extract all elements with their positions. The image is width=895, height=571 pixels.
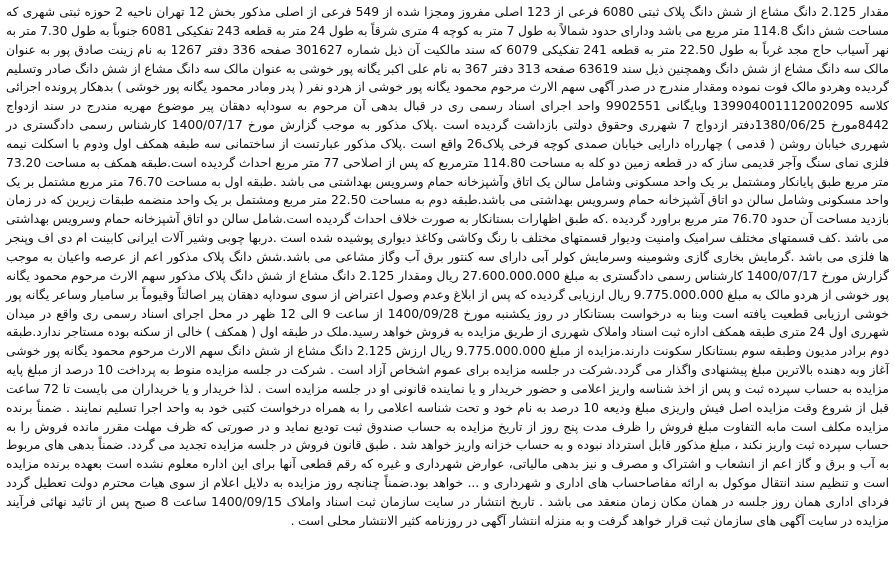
auction-notice-text: مقدار 2.125 دانگ مشاع از شش دانگ پلاک ثبتی 6080 فرعی از 123 اصلی مفروز ومجزا شده از 549 فرعی از اصلی مذکور بخش 12 تهران ناحیه 2 حوزه ثبتی شهری که مساحت شش دانگ 114.8 متر مربع می باشد ودارای حدود شمالاً به طول 7 متر به کوچه 4 متری شرقاً به طول 24 متر به قطعه 243 تفکیکی 6081 جنوباً به طول 7.30 متر به نهر آسیاب حاج مجد غرباً به طول 22.50 متر به قطعه 241 تفکیکی 6079 که سند مالکیت آن ذیل شماره 301627 صفحه 336 دفتر 1267 به نام زینت صادق پور به عنوان مالک سه دانگ مشاع از شش دانگ وهمچنین ذیل سند 63619 صفحه 313 دفتر 367 به نام علی اکبر یگانه پور خوشی به عنوان مالک سه دانگ مشاع از شش دانگ صادر وتسلیم گردیده وهردو مالک فوت نموده ومقدار مندرج در صدر آگهی سهم الارث مرحوم محمود یگانه پور خوشی از هردو نفر ( پدر ومادر محمود یگانه پور خوشی ) بدهکار پرونده اجرائی کلاسه 139904001112002095 وبایگانی 9902551 واحد اجرای اسناد رسمی ری در قبال بدهی آن مرحوم به سوداپه دهقان پیر موضوع مهریه مندرج در سند ازدواج 8442مورخ 1380/06/25دفتر ازدواج 7 شهرری وحقوق دولتی بازداشت گردیده است .پلاک مذکور به موجب گزارش مورخ 1400/07/17 کارشناس رسمی دادگستری در شهرری خیابان روشن ( قدمی ) چهارراه دارایی خیابان صمدی کوچه فرخی پلاک26 واقع است .پلاک مذکور عبارتست از ساختمانی سه طبقه همکف اول ودوم با اسکلت نیمه فلزی نمای سنگ وآجر قدیمی ساز که در قطعه زمین دو کله به مساحت 114.80 مترمربع که پس از اصلاحی 77 متر مربع احداث گردیده است.طبقه همکف به مساحت 73.20 متر مربع طبق پایانکار ومشتمل بر یک واحد مسکونی وشامل سالن یک اتاق وآشپزخانه حمام وسرویس بهداشتی می باشد .طبقه اول به مساحت 76.70 متر مربع مشتمل بر یک واحد مسکونی وشامل سالن دو اتاق آشپزخانه حمام وسرویس بهداشتی می باشد.طبقه دوم به مساحت 22.50 متر مربع ومشتمل بر یک واحد منضمه طبقات زیرین که در زمان بازدید مساحت آن حدود 76.70 متر مربع براورد گردیده .که طبق اظهارات بستانکار به صورت خلاف احداث گردیده است.شامل سالن دو اتاق آشپزخانه حمام وسرویس بهداشتی می باشد .کف قسمتهای مختلف سرامیک وامنیت ودیوار قسمتهای مختلف با رنگ وکاشی وکاغذ دیواری پوشیده شده است .دربها چوبی وشیر آلات ایرانی کابینت ام دی اف وپنجر ها فلزی می باشد .گرمایش بخاری گازی وشومینه وسرمایش کولر آبی دارای سه کنتور برق آب وگاز مشاعی می باشد.شش دانگ پلاک مذکور اعم از عرصه واعیان به موجب گزارش مورخ 1400/07/17 کارشناس رسمی دادگستری به مبلغ 27.600.000.000 ریال ومقدار 2.125 دانگ مشاع از شش دانگ پلاک مذکور سهم الارث مرحوم محمود یگانه پور خوشی از هردو مالک به مبلغ 9.775.000.000 ریال ارزیابی گردیده که پس از ابلاغ وعدم وصول اعتراض از سوی سوداپه دهقان پیر اصالتاً وقیوماً بر سامیار وساعر یگانه پور خوشی ارزیابی قطعیت یافته است وبنا به درخواست بستانکار در روز یکشنبه مورخ 1400/09/28 از ساعت 9 الی 12 ظهر در محل اجرای اسناد رسمی ری واقع در میدان شهرری اول 24 متری طبقه همکف اداره ثبت اسناد واملاک شهرری از طریق مزایده به فروش خواهد رسید.ملک در طبقه اول ( همکف ) خالی از سکنه بوده مستاجر ندارد.طبقه دوم برادر مدیون وطبقه سوم بستانکار سکونت دارند.مزایده از مبلغ 9.775.000.000 ریال ارزش 2.125 دانگ مشاع از شش دانگ سهم الارث مرحوم محمود یگانه پور خوشی آغاز وبه دهنده بالاترین مبلغ پیشنهادی واگذار می گردد.شرکت در جلسه مزایده برای عموم اشخاص آزاد است . شرکت در جلسه مزایده منوط به پرداخت 10 درصد از مبلغ پایه مزایده به حساب سپرده ثبت و پس از اخذ شناسه واریز اعلامی و حضور خریدار و یا نماینده قانونی او در جلسه مزایده است . لذا خریدار و یا خریداران می بایست تا 72 ساعت قبل از شروع وقت مزایده اصل فیش واریزی مبلغ ودیعه 10 درصد به نام خود و تحت شناسه اعلامی را به همراه درخواست کتبی خود به واحد اجرا تسلیم نمایند . ضمناً برنده مزایده مکلف است مابه التفاوت مبلغ فروش را ظرف مدت پنج روز از تاریخ مزایده به حساب صندوق ثبت تودیع نماید و در صورتی که ظرف مهلت مقرر مانده فروش را به حساب سپرده ثبت واریز نکند ، مبلغ مذکور قابل استرداد نبوده و به حساب خزانه واریز خواهد شد . طبق قانون فروش در جلسه مزایده تجدید می گردد. ضمناً بدهی های مربوط به آب و برق و گاز اعم از انشعاب و اشتراک و مصرف و نیز بدهی مالیاتی، عوارض شهرداری و غیره که رقم قطعی آنها برای این اداره معلوم نشده است بعهده برنده مزایده است و تنظیم سند انتقال موکول به ارائه مفاصاحساب های اداری و شهرداری و ... خواهد بود.ضمناً چنانچه روز مزایده به دلایل اعلام از سوی هیات محترم دولت تعطیل گردد فردای اداری همان روز جلسه در همان مکان زمان منعقد می باشد . تاریخ انتشار در سایت سازمان ثبت اسناد واملاک 1400/09/15 ساعت 8 صبح پس از تائید نهائی فرآیند مزایده در سایت آگهی های سازمان ثبت قرار خواهد گرفت و به منزله انتشار آگهی در روزنامه کثیر الانتشار محلی است . (6, 5, 890, 528)
